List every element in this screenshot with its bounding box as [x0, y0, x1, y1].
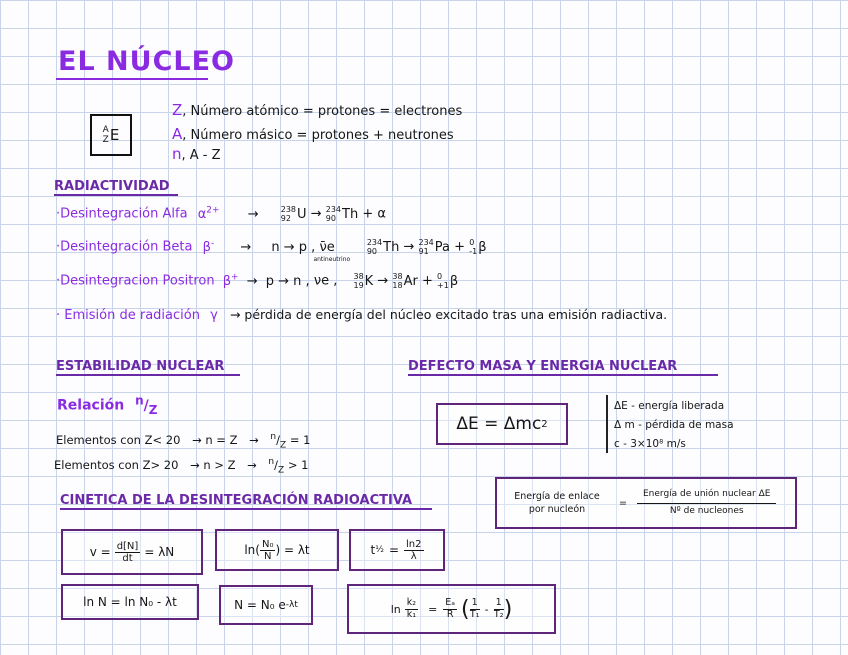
half-life-formula-box: t ½ = $\frac{\ln 2}{\lambda}$ — [349, 529, 445, 571]
alpha-decay-row: ·Desintegración Alfa $\alpha^{2+}$ → 238 92 U → 234 90 Th + α — [56, 205, 386, 223]
ln-ratio-formula-box: ln( $\frac{\text{N₀}}{N}$ ) = λt — [215, 529, 339, 571]
n-definition: n, A - Z — [172, 145, 221, 163]
kinetics-underline — [60, 508, 432, 510]
mass-defect-heading: DEFECTO MASA Y ENERGIA NUCLEAR — [408, 359, 678, 374]
nucleus-notation-box: A Z E — [90, 114, 132, 156]
radioactivity-heading: RADIACTIVIDAD — [54, 179, 170, 194]
relation-label: Relación $^n/_Z$ — [57, 393, 158, 417]
binding-energy-fraction: $\frac{\text{Energía de unión nuclear ΔE}}{\text{Nº de nucleones}}$ — [637, 490, 776, 517]
gamma-emission-row: · Emisión de radiación γ → pérdida de energía del núcleo excitado tras una emisión radiactiva. — [56, 307, 668, 323]
ln-n-formula-box: ln N = ln N₀ - λt — [61, 584, 199, 620]
mass-defect-underline — [408, 374, 718, 376]
kinetics-heading: CINETICA DE LA DESINTEGRACIÓN RADIOACTIVA — [60, 493, 413, 508]
exp-decay-formula-box: N = N₀ e -λt — [219, 585, 313, 625]
rate-formula-box: v = $\frac{d[N]}{dt}$ = λN — [61, 529, 203, 575]
stability-heading: ESTABILIDAD NUCLEAR — [56, 359, 225, 374]
stability-row-2: Elementos con $Z> 20 \to n > Z \to ^n/_Z > 1$ — [54, 457, 309, 476]
stability-underline — [56, 374, 240, 376]
radioactivity-underline — [54, 194, 178, 196]
legend-item: c - 3×10⁸ m/s — [614, 438, 686, 450]
page-title: EL NÚCLEO — [58, 46, 235, 77]
a-definition: A, Número másico = protones + neutrones — [172, 125, 454, 143]
element-symbol: E — [109, 126, 120, 144]
binding-energy-label: Energía de enlace por nucleón — [514, 491, 600, 515]
legend-divider — [606, 395, 608, 453]
mass-energy-formula: ΔE = Δmc 2 — [436, 403, 568, 445]
z-definition: Z, Número atómico = protones = electrones — [172, 101, 463, 119]
arrhenius-formula-box: ln $\frac{\text{k₂}}{\text{k₁}}$ = $\frac{\text{Eₐ}}{R}$ ( $\frac{1}{\text{T₁}}$ - $\frac{1}{\text{T₂}}$ ) — [347, 584, 556, 634]
positron-decay-row: ·Desintegracion Positron β+ → p → n , νe , 38 19 K → 38 18 Ar + 0 +1 β — [56, 272, 459, 290]
legend-item: Δ m - pérdida de masa — [614, 419, 734, 431]
binding-energy-box: Energía de enlace por nucleón = $\frac{\text{Energía de unión nuclear ΔE}}{\text{Nº de nucleones}}$ — [495, 477, 797, 529]
legend-item: ΔE - energía liberada — [614, 400, 725, 412]
mass-defect-legend — [614, 397, 734, 454]
stability-row-1: Elementos con $Z< 20 \to n = Z \to ^n/_Z = 1$ — [56, 432, 311, 451]
beta-decay-row: ·Desintegración Beta β- → n → p , ν̄e antineutrino 234 90 Th → 234 91 Pa + 0 -1 β — [56, 238, 487, 263]
title-underline — [56, 78, 208, 80]
